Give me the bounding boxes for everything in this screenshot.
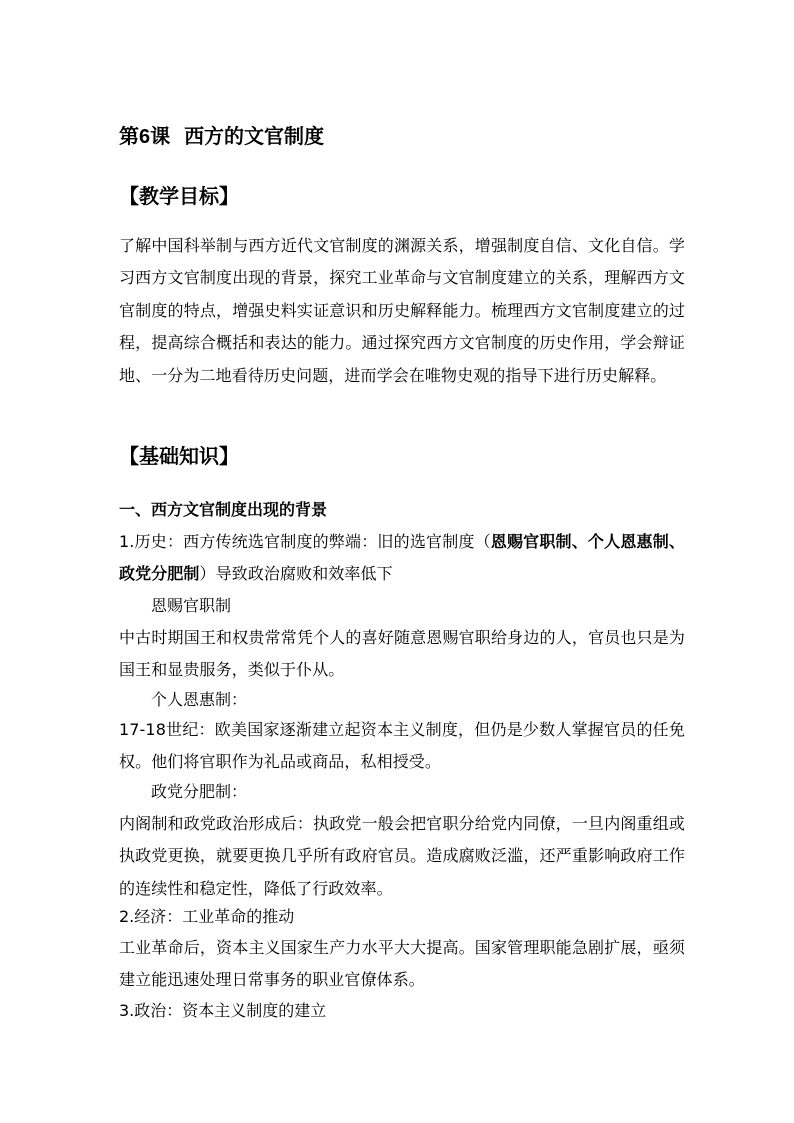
item-1-suffix: ）导致政治腐败和效率低下 <box>199 564 393 584</box>
sub-1-paragraph: 中古时期国王和权贵常常凭个人的喜好随意恩赐官职给身边的人，官员也只是为国王和显贵服务，类似于仆从。 <box>119 628 685 680</box>
section-1-heading: 一、西方文官制度出现的背景 <box>119 500 328 519</box>
item-2-title: 2.经济：工业革命的推动 <box>119 907 295 926</box>
sub-2-paragraph: 17-18世纪：欧美国家逐渐建立起资本主义制度，但仍是少数人掌握官员的任免权。他们将官职作为礼品或商品，私相授受。 <box>119 720 685 772</box>
lesson-title-text: 西方的文官制度 <box>184 124 325 148</box>
objectives-heading: 【教学目标】 <box>119 184 239 208</box>
item-2-paragraph: 工业革命后，资本主义国家生产力水平大大提高。国家管理职能急剧扩展，亟须建立能迅速处理日常事务的职业官僚体系。 <box>119 938 685 990</box>
sub-3-paragraph: 内阁制和政党政治形成后：执政党一般会把官职分给党内同僚，一旦内阁重组或执政党更换，就要更换几乎所有政府官员。造成腐败泛滥，还严重影响政府工作的连续性和稳定性，降低了行政效率。 <box>119 814 685 898</box>
basics-heading: 【基础知识】 <box>119 444 239 468</box>
lesson-title <box>119 120 324 153</box>
item-1-paragraph <box>119 526 685 591</box>
sub-2-title: 个人恩惠制： <box>151 690 248 709</box>
objectives-paragraph: 了解中国科举制与西方近代文官制度的渊源关系，增强制度自信、文化自信。学习西方文官制度出现的背景，探究工业革命与文官制度建立的关系，理解西方文官制度的特点，增强史料实证意识和历史解释能力。梳理西方文官制度建立的过程，提高综合概括和表达的能力。通过探究西方文官制度的历史作用，学会辩证地、一分为二地看待历史问题，进而学会在唯物史观的指导下进行历史解释。 <box>119 236 685 385</box>
item-1-prefix: 1.历史：西方传统选官制度的弊端：旧的选官制度（ <box>119 532 491 551</box>
lesson-number: 第6课 <box>119 126 171 148</box>
item-1-bold-systems: 恩赐官职制、个人恩惠制、政党分肥制 <box>119 532 685 584</box>
item-3-title: 3.政治：资本主义制度的建立 <box>119 1001 327 1020</box>
sub-3-title: 政党分肥制： <box>151 782 248 801</box>
sub-1-title: 恩赐官职制 <box>151 596 232 615</box>
